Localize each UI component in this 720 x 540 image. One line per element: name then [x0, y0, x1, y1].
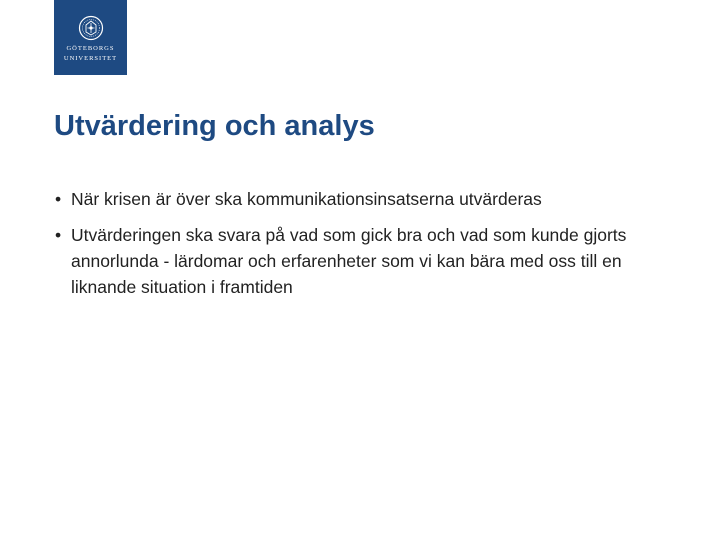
bullet-item — [54, 222, 654, 300]
logo-text-line1: GÖTEBORGS — [66, 45, 115, 52]
bullet-text: När krisen är över ska kommunikationsinsatserna utvärderas — [71, 189, 542, 209]
slide-title: Utvärdering och analys — [54, 110, 375, 142]
bullet-text: Utvärderingen ska svara på vad som gick bra och vad som kunde gjorts annorlunda - lärdomar och erfarenheter som vi kan bära med oss till en liknande situation i framtiden — [71, 225, 627, 297]
logo-text-line2: UNIVERSITET — [63, 55, 118, 62]
bullet-marker: • — [55, 225, 62, 245]
university-seal-icon — [78, 15, 104, 41]
bullet-list — [54, 186, 654, 310]
bullet-marker: • — [55, 189, 62, 209]
bullet-item — [54, 186, 654, 212]
university-logo — [54, 0, 127, 75]
